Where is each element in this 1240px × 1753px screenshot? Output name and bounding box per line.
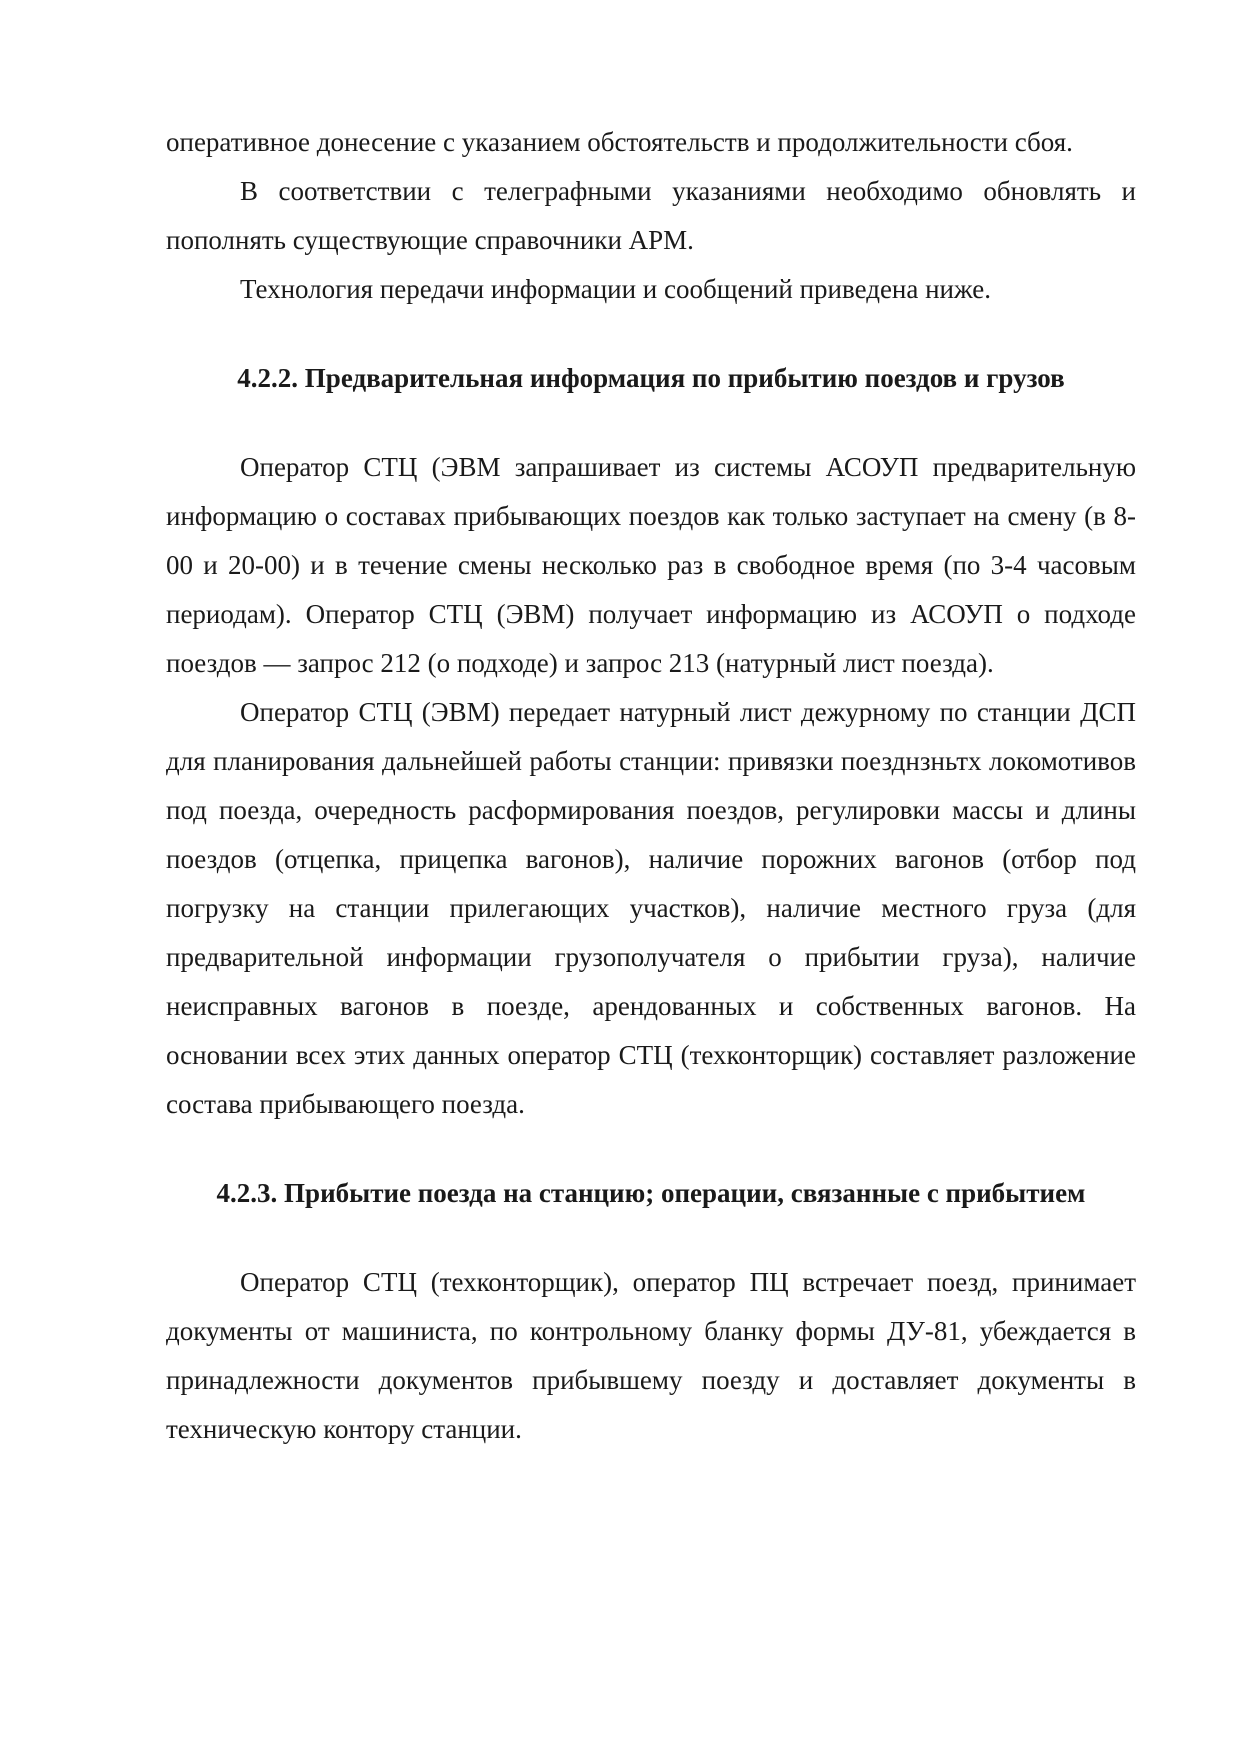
spacer	[166, 403, 1136, 443]
paragraph-preliminary-info: Оператор СТЦ (ЭВМ запрашивает из системы АСОУП предварительную информацию о составах прибывающих поездов как только заступает на смену (в 8-00 и 20-00) и в течение смены несколько раз в свободное время (по 3-4 часовым периодам). Оператор СТЦ (ЭВМ) получает информацию из АСОУП о подходе поездов — запрос 212 (о подходе) и запрос 213 (натурный лист поезда).	[166, 452, 1136, 678]
spacer	[166, 1129, 1136, 1169]
paragraph-train-arrival: Оператор СТЦ (техконторщик), оператор ПЦ встречает поезд, принимает документы от машиниста, по контрольному бланку формы ДУ-81, убеждается в принадлежности документов прибывшему поезду и доставляет документы в техническую контору станции.	[166, 1267, 1136, 1444]
section-heading-4-2-2: 4.2.2. Предварительная информация по прибытию поездов и грузов	[237, 363, 1065, 393]
spacer	[166, 314, 1136, 354]
document-page	[166, 118, 1136, 1454]
paragraph-directories-update: В соответствии с телеграфными указаниями необходимо обновлять и пополнять существующие справочники АРМ.	[166, 176, 1136, 255]
paragraph-intro-continuation: оперативное донесение с указанием обстоятельств и продолжительности сбоя.	[166, 127, 1073, 157]
spacer	[166, 1218, 1136, 1258]
paragraph-technology-note: Технология передачи информации и сообщений приведена ниже.	[240, 274, 992, 304]
section-heading-4-2-3: 4.2.3. Прибытие поезда на станцию; операции, связанные с прибытием	[216, 1178, 1086, 1208]
paragraph-natural-list: Оператор СТЦ (ЭВМ) передает натурный лист дежурному по станции ДСП для планирования дальнейшей работы станции: привязки поезднзньтх локомотивов под поезда, очередность расформирования поездов, регулировки массы и длины поездов (отцепка, прицепка вагонов), наличие порожних вагонов (отбор под погрузку на станции прилегающих участков), наличие местного груза (для предварительной информации грузополучателя о прибытии груза), наличие неисправных вагонов в поезде, арендованных и собственных вагонов. На основании всех этих данных оператор СТЦ (техконторщик) составляет разложение состава прибывающего поезда.	[166, 697, 1136, 1119]
